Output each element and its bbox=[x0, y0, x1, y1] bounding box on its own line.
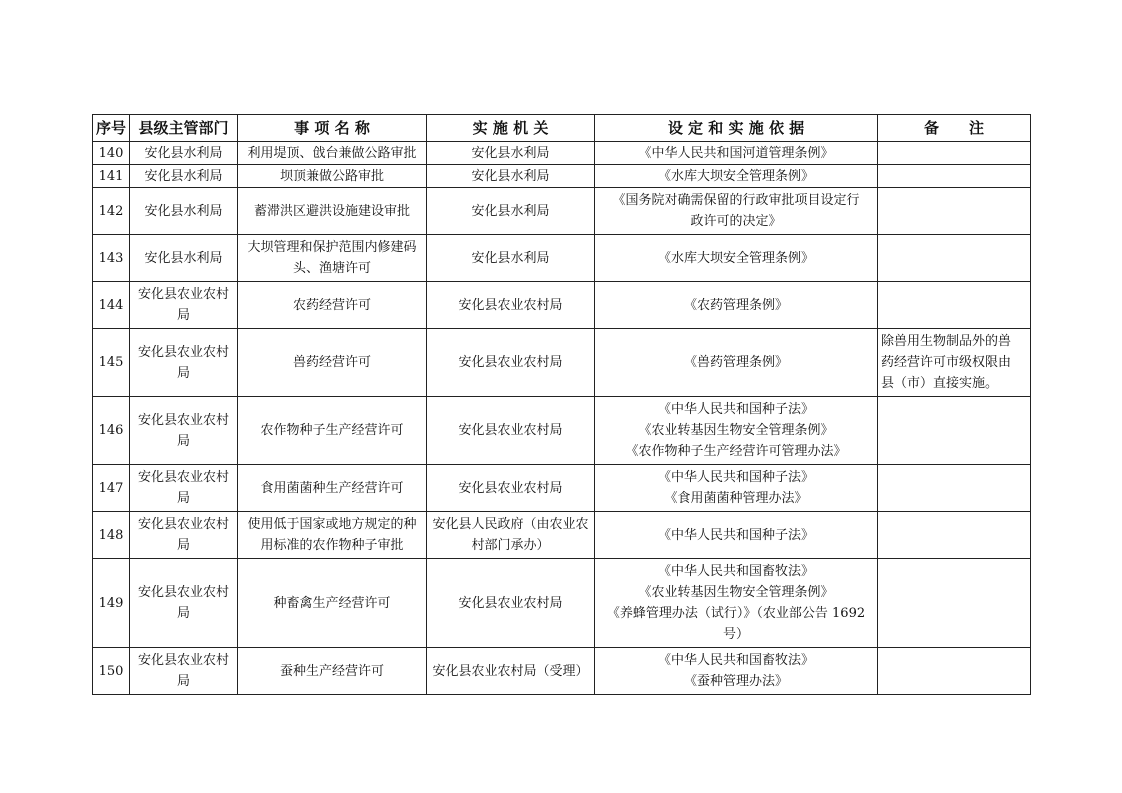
table-row bbox=[93, 165, 1031, 188]
cell-item: 蚕种生产经营许可 bbox=[238, 648, 427, 695]
cell-item: 利用堤顶、戗台兼做公路审批 bbox=[238, 142, 427, 165]
table-row bbox=[93, 142, 1031, 165]
cell-note bbox=[878, 559, 1031, 648]
header-note: 备 注 bbox=[878, 115, 1031, 142]
cell-basis: 《中华人民共和国河道管理条例》 bbox=[595, 142, 878, 165]
table-row bbox=[93, 282, 1031, 329]
cell-basis: 《中华人民共和国畜牧法》 《蚕种管理办法》 bbox=[595, 648, 878, 695]
cell-item: 种畜禽生产经营许可 bbox=[238, 559, 427, 648]
cell-note: 除兽用生物制品外的兽 药经营许可市级权限由 县（市）直接实施。 bbox=[878, 329, 1031, 397]
cell-item: 坝顶兼做公路审批 bbox=[238, 165, 427, 188]
cell-seq: 143 bbox=[93, 235, 130, 282]
cell-dept: 安化县农业农村 局 bbox=[130, 559, 238, 648]
cell-basis: 《中华人民共和国种子法》 bbox=[595, 512, 878, 559]
cell-item: 食用菌菌种生产经营许可 bbox=[238, 465, 427, 512]
cell-seq: 147 bbox=[93, 465, 130, 512]
table-row bbox=[93, 188, 1031, 235]
cell-basis: 《中华人民共和国种子法》 《食用菌菌种管理办法》 bbox=[595, 465, 878, 512]
cell-seq: 142 bbox=[93, 188, 130, 235]
table-row bbox=[93, 559, 1031, 648]
cell-seq: 144 bbox=[93, 282, 130, 329]
header-agency: 实 施 机 关 bbox=[427, 115, 595, 142]
cell-dept: 安化县农业农村 局 bbox=[130, 512, 238, 559]
cell-agency: 安化县水利局 bbox=[427, 235, 595, 282]
table-row bbox=[93, 465, 1031, 512]
table-row bbox=[93, 648, 1031, 695]
cell-agency: 安化县水利局 bbox=[427, 142, 595, 165]
cell-seq: 148 bbox=[93, 512, 130, 559]
table-row bbox=[93, 512, 1031, 559]
cell-dept: 安化县水利局 bbox=[130, 235, 238, 282]
cell-agency: 安化县农业农村局（受理） bbox=[427, 648, 595, 695]
header-row bbox=[93, 115, 1031, 142]
cell-note bbox=[878, 165, 1031, 188]
cell-note bbox=[878, 465, 1031, 512]
cell-agency: 安化县农业农村局 bbox=[427, 465, 595, 512]
cell-agency: 安化县农业农村局 bbox=[427, 559, 595, 648]
cell-item: 兽药经营许可 bbox=[238, 329, 427, 397]
cell-item: 蓄滞洪区避洪设施建设审批 bbox=[238, 188, 427, 235]
cell-agency: 安化县农业农村局 bbox=[427, 397, 595, 465]
cell-item: 大坝管理和保护范围内修建码 头、渔塘许可 bbox=[238, 235, 427, 282]
cell-agency: 安化县农业农村局 bbox=[427, 282, 595, 329]
cell-seq: 140 bbox=[93, 142, 130, 165]
cell-seq: 150 bbox=[93, 648, 130, 695]
cell-basis: 《中华人民共和国种子法》 《农业转基因生物安全管理条例》 《农作物种子生产经营许可管理办法》 bbox=[595, 397, 878, 465]
cell-item: 使用低于国家或地方规定的种 用标准的农作物种子审批 bbox=[238, 512, 427, 559]
header-basis: 设 定 和 实 施 依 据 bbox=[595, 115, 878, 142]
cell-basis: 《中华人民共和国畜牧法》 《农业转基因生物安全管理条例》 《养蜂管理办法（试行）》（农业部公告 1692 号） bbox=[595, 559, 878, 648]
cell-note bbox=[878, 142, 1031, 165]
cell-agency: 安化县农业农村局 bbox=[427, 329, 595, 397]
cell-agency: 安化县水利局 bbox=[427, 188, 595, 235]
cell-agency: 安化县人民政府（由农业农 村部门承办） bbox=[427, 512, 595, 559]
cell-note bbox=[878, 648, 1031, 695]
cell-dept: 安化县水利局 bbox=[130, 188, 238, 235]
cell-basis: 《农药管理条例》 bbox=[595, 282, 878, 329]
cell-dept: 安化县水利局 bbox=[130, 142, 238, 165]
cell-seq: 145 bbox=[93, 329, 130, 397]
cell-note bbox=[878, 188, 1031, 235]
cell-agency: 安化县水利局 bbox=[427, 165, 595, 188]
cell-dept: 安化县农业农村 局 bbox=[130, 648, 238, 695]
cell-dept: 安化县农业农村 局 bbox=[130, 282, 238, 329]
header-seq: 序号 bbox=[93, 115, 130, 142]
cell-note bbox=[878, 282, 1031, 329]
cell-dept: 安化县农业农村 局 bbox=[130, 397, 238, 465]
cell-basis: 《兽药管理条例》 bbox=[595, 329, 878, 397]
cell-basis: 《水库大坝安全管理条例》 bbox=[595, 165, 878, 188]
header-item: 事 项 名 称 bbox=[238, 115, 427, 142]
cell-dept: 安化县农业农村 局 bbox=[130, 329, 238, 397]
cell-dept: 安化县水利局 bbox=[130, 165, 238, 188]
cell-item: 农药经营许可 bbox=[238, 282, 427, 329]
cell-seq: 141 bbox=[93, 165, 130, 188]
table-row bbox=[93, 235, 1031, 282]
header-dept: 县级主管部门 bbox=[130, 115, 238, 142]
cell-seq: 149 bbox=[93, 559, 130, 648]
cell-basis: 《水库大坝安全管理条例》 bbox=[595, 235, 878, 282]
cell-item: 农作物种子生产经营许可 bbox=[238, 397, 427, 465]
cell-note bbox=[878, 397, 1031, 465]
cell-note bbox=[878, 512, 1031, 559]
cell-dept: 安化县农业农村 局 bbox=[130, 465, 238, 512]
cell-seq: 146 bbox=[93, 397, 130, 465]
permit-table bbox=[92, 114, 1031, 695]
table-row bbox=[93, 397, 1031, 465]
cell-basis: 《国务院对确需保留的行政审批项目设定行 政许可的决定》 bbox=[595, 188, 878, 235]
cell-note bbox=[878, 235, 1031, 282]
table-row bbox=[93, 329, 1031, 397]
